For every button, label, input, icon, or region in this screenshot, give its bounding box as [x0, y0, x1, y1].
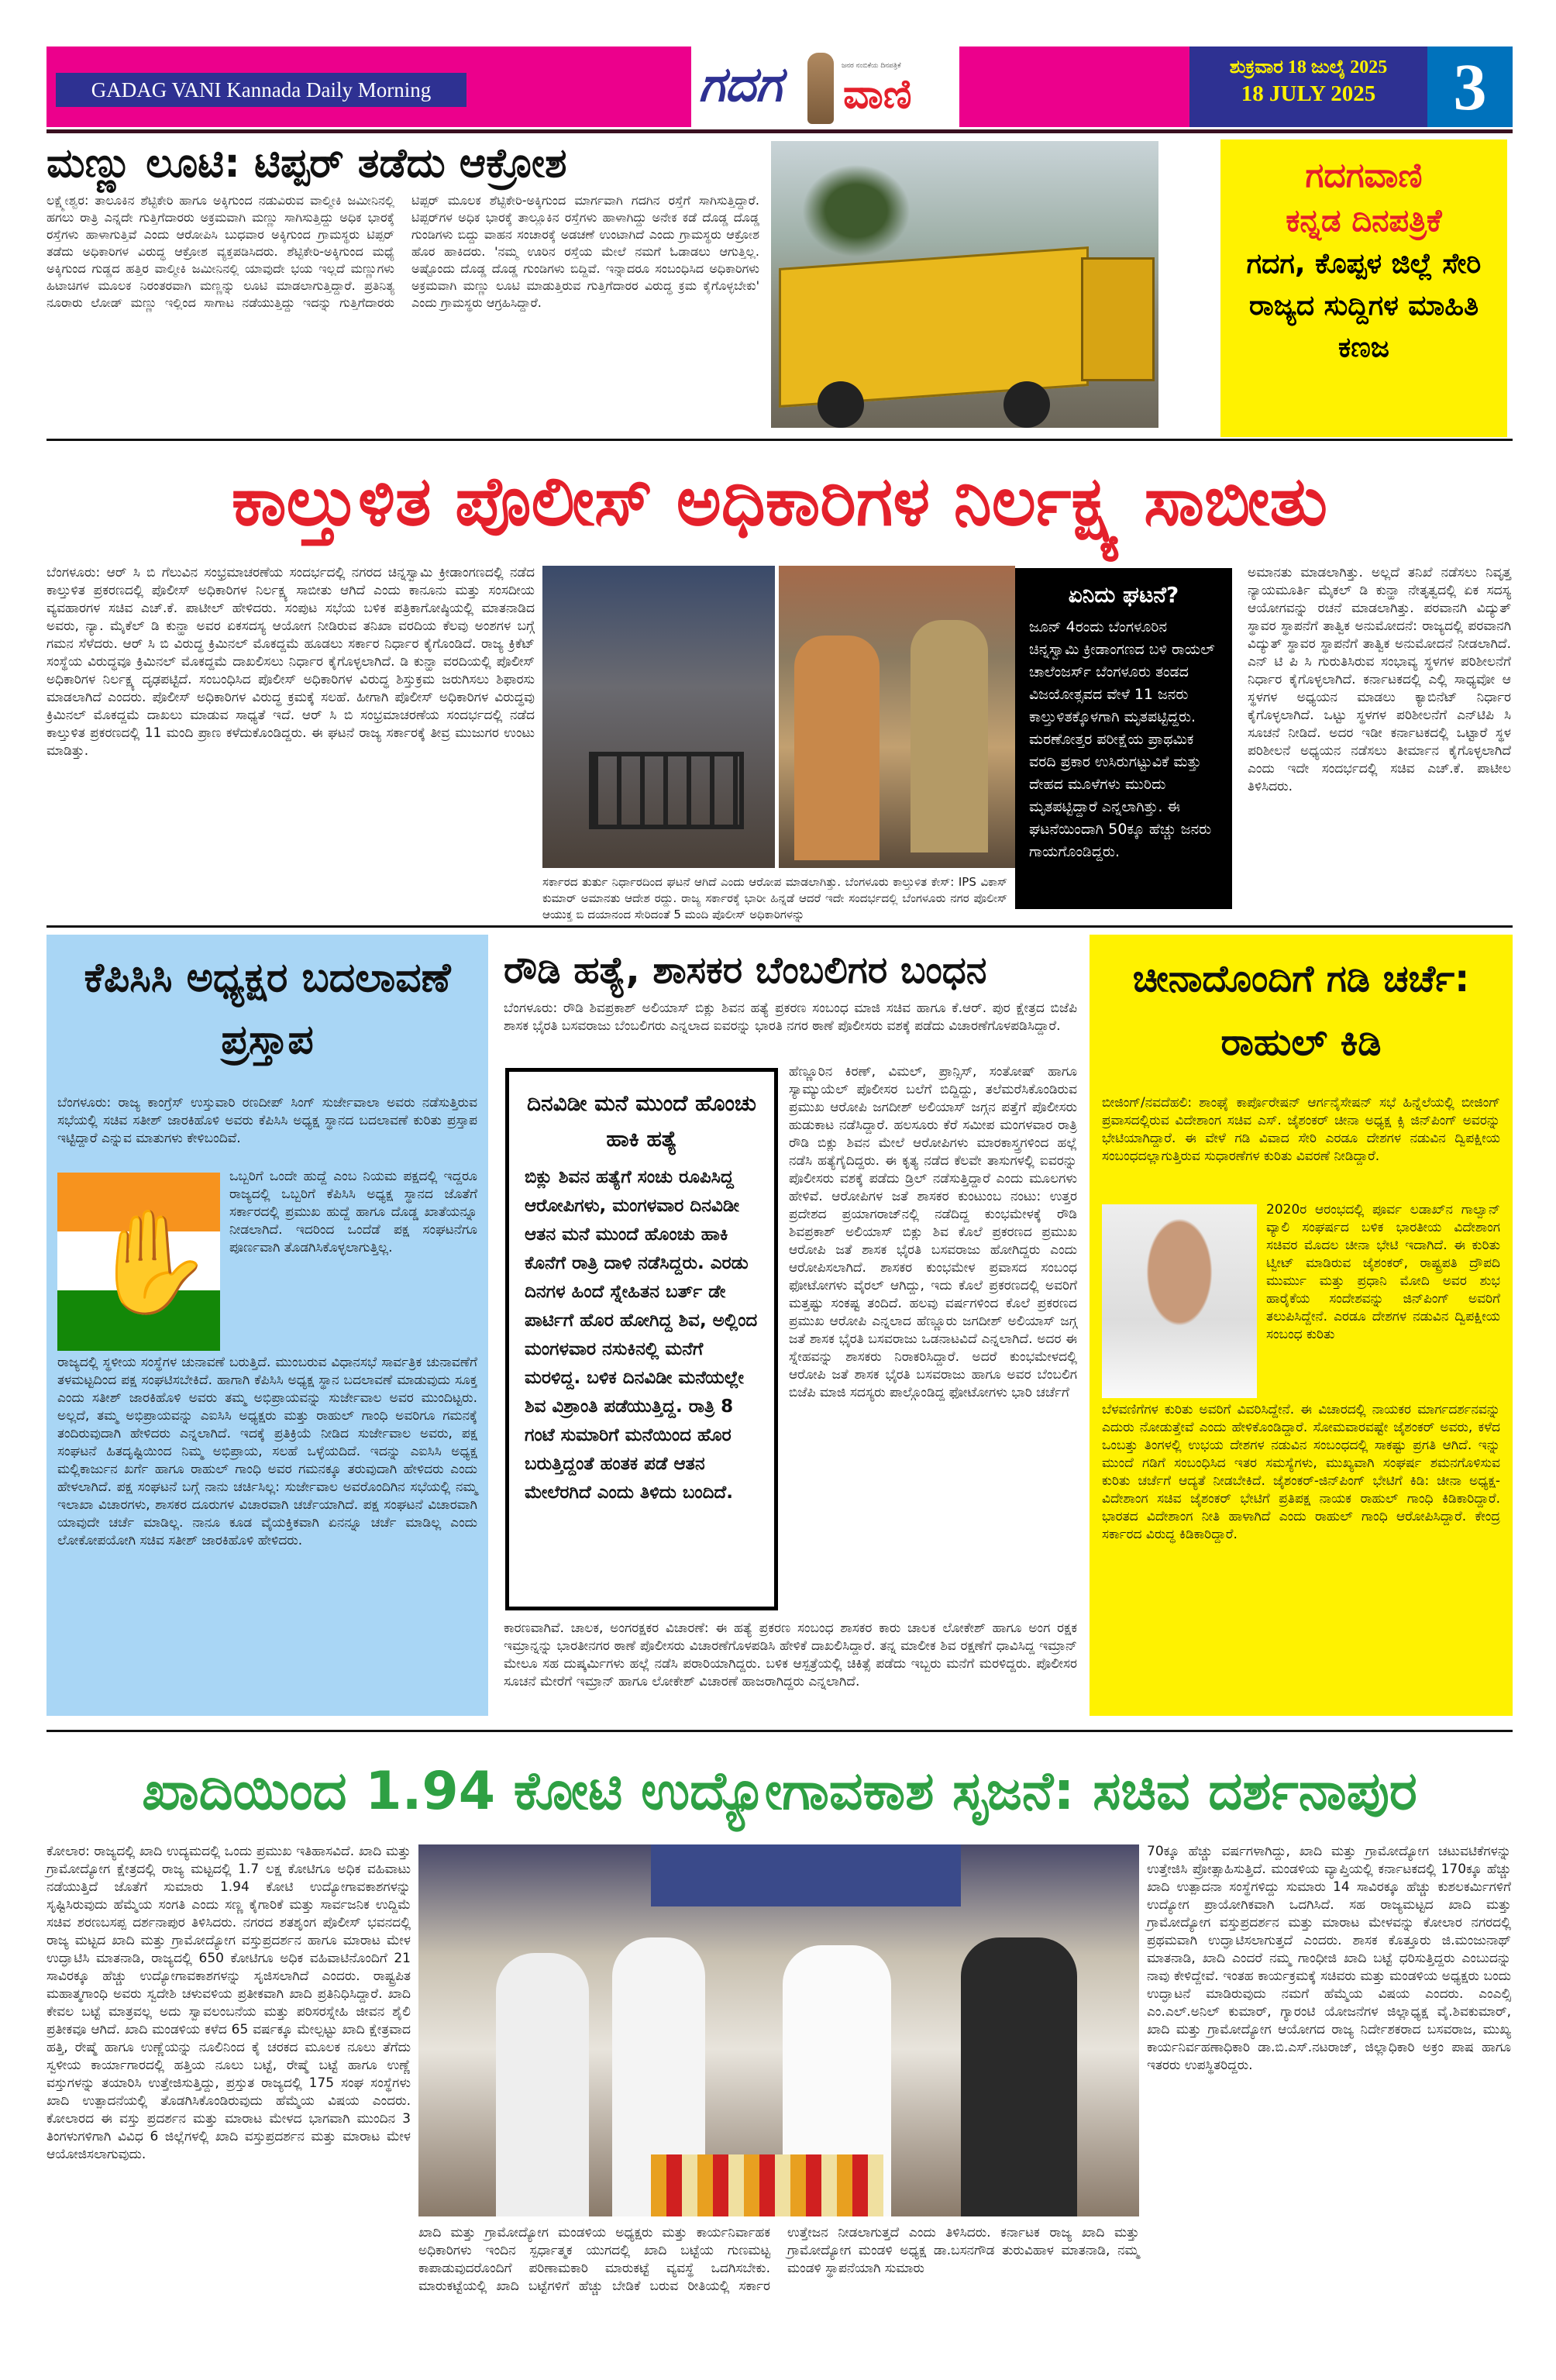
kpcc-headline: ಕೆಪಿಸಿಸಿ ಅಧ್ಯಕ್ಷರ ಬದಲಾವಣೆ ಪ್ರಸ್ತಾಪ: [84, 955, 451, 1063]
lead-headline: ಕಾಲ್ತುಳಿತ ಪೊಲೀಸ್ ಅಧಿಕಾರಿಗಳ ನಿರ್ಲಕ್ಷ್ಯ ಸಾಬೀತು: [231, 461, 1328, 541]
masthead-pink-band-right: [959, 46, 1189, 127]
promo-box: [1220, 139, 1507, 437]
date-kannada: ಶುಕ್ರವಾರ 18 ಜುಲೈ 2025: [1229, 57, 1388, 77]
truck-wheel: [1003, 381, 1050, 428]
lead-body-right: ಅಮಾನತು ಮಾಡಲಾಗಿತ್ತು. ಅಲ್ಲದೆ ತನಿಖೆ ನಡೆಸಲು ನಿವೃತ್ತ ನ್ಯಾಯಮೂರ್ತಿ ಮೈಕಲ್ ಡಿ ಕುನ್ಹಾ ನೇತೃತ್ವದಲ್ಲಿ ಏಕ ಸದಸ್ಯ ಆಯೋಗವನ್ನು ರಚನೆ ಮಾಡಲಾಗಿತ್ತು. ಪರವಾನಗಿ ವಿದ್ಯುತ್ ಸ್ಥಾವರ ಸ್ಥಾಪನೆಗೆ ತಾತ್ವಿಕ ಅನುಮೋದನೆ: ರಾಜ್ಯದಲ್ಲಿ ಪರವಾನಗಿ ವಿದ್ಯುತ್ ಸ್ಥಾವರ ಸ್ಥಾಪನೆಗೆ ತಾತ್ವಿಕ ಅನುಮೋದನೆ ನೀಡಲಾಗಿದೆ. ಎನ್ ಟಿ ಪಿ ಸಿ ಗುರುತಿಸಿರುವ ಸಂಭಾವ್ಯ ಸ್ಥಳಗಳ ಪರಿಶೀಲನೆಗೆ ನಿರ್ಧಾರ ಕೈಗೊಳ್ಳಲಾಗಿದೆ. ಕರ್ನಾಟಕದಲ್ಲಿ ಎಲ್ಲಿ ಸಾಧ್ಯವೋ ಆ ಸ್ಥಳಗಳ ಅಧ್ಯಯನ ಮಾಡಲು ಕ್ಯಾಬಿನೆಟ್ ನಿರ್ಧಾರ ಕೈಗೊಳ್ಳಲಾಗಿದೆ. ಒಟ್ಟು ಸ್ಥಳಗಳ ಪರಿಶೀಲನೆಗೆ ಎನ್‌ಟಿಪಿ ಸಿ ಸೂಚನೆ ನೀಡಿದೆ. ಅದರ ಇಡೀ ಕರ್ನಾಟಕದಲ್ಲಿ ಒಟ್ಟಾರೆ ಸ್ಥಳ ಪರಿಶೀಲನೆ ಅಧ್ಯಯನ ನಡೆಸಲು ತೀರ್ಮಾನ ಕೈಗೊಳ್ಳಲಾಗಿದೆ ಎಂದು ಇದೇ ಸಂದರ್ಭದಲ್ಲಿ ಸಚಿವ ಎಚ್.ಕೆ. ಪಾಟೀಲ ತಿಳಿಸಿದರು.: [1248, 565, 1511, 794]
section-rule: [46, 1730, 1513, 1732]
kpcc-body-top: ಬೆಂಗಳೂರು: ರಾಜ್ಯ ಕಾಂಗ್ರೆಸ್ ಉಸ್ತುವಾರಿ ರಣದೀಪ್ ಸಿಂಗ್ ಸುರ್ಜೇವಾಲಾ ಅವರು ನಡೆಸುತ್ತಿರುವ ಸಭೆಯಲ್ಲಿ ಸಚಿವ ಸತೀಶ್ ಜಾರಕಿಹೊಳಿ ಅವರು ಕೆಪಿಸಿಸಿ ಅಧ್ಯಕ್ಷ ಸ್ಥಾನದ ಬದಲಾವಣೆ ಕುರಿತು ಪ್ರಸ್ತಾಪ ಇಟ್ಟಿದ್ದಾರೆ ಎನ್ನುವ ಮಾತುಗಳು ಕೇಳಿಬಂದಿವೆ.: [57, 1095, 477, 1146]
section-rule: [46, 439, 1513, 441]
promo-line-1: ಗದಗವಾಣಿ: [1305, 156, 1423, 195]
lead-stampede-shoes-photo: [542, 566, 775, 868]
what-happened-title: ಏನಿದು ಘಟನೆ?: [1068, 582, 1179, 608]
china-headline: ಚೀನಾದೊಂದಿಗೆ ಗಡಿ ಚರ್ಚೆ: ರಾಹುಲ್ ಕಿಡಿ: [1132, 957, 1470, 1064]
flower-decoration: [651, 2154, 883, 2216]
palm-trees: [802, 164, 911, 257]
khadi-body-right: 70ಕ್ಕೂ ಹೆಚ್ಚು ವರ್ಷಗಳಾಗಿದ್ದು, ಖಾದಿ ಮತ್ತು ಗ್ರಾಮೋದ್ಯೋಗ ಚಟುವಟಿಕೆಗಳನ್ನು ಉತ್ತೇಜಿಸಿ ಪ್ರೋತ್ಸಾಹಿಸುತ್ತಿದೆ. ಮಂಡಳಿಯ ವ್ಯಾಪ್ತಿಯಲ್ಲಿ ಕರ್ನಾಟಕದಲ್ಲಿ 170ಕ್ಕೂ ಹೆಚ್ಚು ಖಾದಿ ಉತ್ಪಾದನಾ ಸಂಸ್ಥೆಗಳಿದ್ದು ಸುಮಾರು 14 ಸಾವಿರಕ್ಕೂ ಹೆಚ್ಚು ಕುಶಲಕರ್ಮಿಗಳಿಗೆ ಉದ್ಯೋಗ ಪ್ರಾಯೋಗಿಕವಾಗಿ ಒದಗಿಸಿದೆ. ಸಹ ರಾಜ್ಯಮಟ್ಟದ ಖಾದಿ ಮತ್ತು ಗ್ರಾಮೋದ್ಯೋಗ ವಸ್ತುಪ್ರದರ್ಶನ ಮತ್ತು ಮಾರಾಟ ಮೇಳವನ್ನು ಕೋಲಾರ ನಗರದಲ್ಲಿ ಪ್ರಥಮವಾಗಿ ಉದ್ಘಾಟಿಸಲಾಗುತ್ತದೆ ಎಂದರು. ಶಾಸಕ ಕೊತ್ತೂರು ಜಿ.ಮಂಜುನಾಥ್ ಮಾತನಾಡಿ, ಖಾದಿ ಎಂದರೆ ನಮ್ಮ ಗಾಂಧೀಜಿ ಖಾದಿ ಬಟ್ಟೆ ಧರಿಸುತ್ತಿದ್ದರು ಎಂಬುದನ್ನು ನಾವು ಕೇಳಿದ್ದೇವೆ. ಇಂತಹ ಕಾರ್ಯಕ್ರಮಕ್ಕೆ ಸಚಿವರು ಮತ್ತು ಮಂಡಳಿಯ ಅಧ್ಯಕ್ಷರು ಬಂದು ಉದ್ಘಾಟನೆ ಮಾಡಿರುವುದು ನಮಗೆ ಹೆಮ್ಮೆಯ ವಿಷಯ ಎಂದರು. ಎಂಎಲ್ಸಿ ಎಂ.ಎಲ್.ಅನಿಲ್ ಕುಮಾರ್, ಗ್ಯಾರಂಟಿ ಯೋಜನೆಗಳ ಜಿಲ್ಲಾಧ್ಯಕ್ಷ ವೈ.ಶಿವಕುಮಾರ್, ಖಾದಿ ಮತ್ತು ಗ್ರಾಮೋದ್ಯೋಗ ಆಯೋಗದ ರಾಜ್ಯ ನಿರ್ದೇಶಕರಾದ ಬಸವರಾಜ, ಮುಖ್ಯ ಕಾರ್ಯನಿರ್ವಹಣಾಧಿಕಾರಿ ಡಾ.ಬಿ.ಎಸ್.ನಟರಾಜ್, ಜಿಲ್ಲಾಧಿಕಾರಿ ಅಕ್ರಂ ಪಾಷ ಹಾಗೂ ಇತರರು ಉಪಸ್ಥಿತರಿದ್ದರು.: [1147, 1844, 1511, 2073]
what-happened-body: ಜೂನ್ 4ರಂದು ಬೆಂಗಳೂರಿನ ಚಿನ್ನಸ್ವಾಮಿ ಕ್ರೀಡಾಂಗಣದ ಬಳಿ ರಾಯಲ್ ಚಾಲೆಂಜರ್ಸ್ ಬೆಂಗಳೂರು ತಂಡದ ವಿಜಯೋತ್ಸವದ ವೇಳೆ 11 ಜನರು ಕಾಲ್ತುಳಿತಕ್ಕೊಳಗಾಗಿ ಮೃತಪಟ್ಟಿದ್ದರು. ಮರಣೋತ್ತರ ಪರೀಕ್ಷೆಯ ಪ್ರಾಥಮಿಕ ವರದಿ ಪ್ರಕಾರ ಉಸಿರುಗಟ್ಟುವಿಕೆ ಮತ್ತು ದೇಹದ ಮೂಳೆಗಳು ಮುರಿದು ಮೃತಪಟ್ಟಿದ್ದಾರೆ ಎನ್ನಲಾಗಿತ್ತು. ಈ ಘಟನೆಯಿಂದಾಗಿ 50ಕ್ಕೂ ಹೆಚ್ಚು ಜನರು ಗಾಯಗೊಂಡಿದ್ದರು.: [1029, 618, 1215, 860]
rowdy-sidebar-box: [505, 1068, 778, 1610]
kpcc-body-bottom: ರಾಜ್ಯದಲ್ಲಿ ಸ್ಥಳೀಯ ಸಂಸ್ಥೆಗಳ ಚುನಾವಣೆ ಬರುತ್ತಿದೆ. ಮುಂಬರುವ ವಿಧಾನಸಭೆ ಸಾರ್ವತ್ರಿಕ ಚುನಾವಣೆಗೆ ತಳಮಟ್ಟದಿಂದ ಪಕ್ಷ ಸಂಘಟಿಸಬೇಕಿದೆ. ಹಾಗಾಗಿ ಕೆಪಿಸಿಸಿ ಅಧ್ಯಕ್ಷ ಸ್ಥಾನ ಬದಲಾವಣೆ ಮಾಡುವುದು ಸೂಕ್ತ ಎಂದು ಸತೀಶ್ ಜಾರಕಿಹೊಳಿ ಅವರು ತಮ್ಮ ಅಭಿಪ್ರಾಯವನ್ನು ಸುರ್ಜೇವಾಲ ಅವರ ಮುಂದಿಟ್ಟರು. ಅಲ್ಲದೆ, ತಮ್ಮ ಅಭಿಪ್ರಾಯವನ್ನು ಎಐಸಿಸಿ ಅಧ್ಯಕ್ಷರು ಮತ್ತು ರಾಹುಲ್ ಗಾಂಧಿ ಅವರಿಗೂ ಗಮನಕ್ಕೆ ತಂದಿರುವುದಾಗಿ ಹೇಳಿದರು ಎನ್ನಲಾಗಿದೆ. ಇದಕ್ಕೆ ಪ್ರತಿಕ್ರಿಯೆ ನೀಡಿದ ಸುರ್ಜೇವಾಲ ಅವರು, ಪಕ್ಷ ಸಂಘಟನೆ ಹಿತದೃಷ್ಟಿಯಿಂದ ನಿಮ್ಮ ಅಭಿಪ್ರಾಯ, ಸಲಹೆ ಒಳ್ಳೆಯದಿದೆ. ಇದನ್ನು ಎಐಸಿಸಿ ಅಧ್ಯಕ್ಷ ಮಲ್ಲಿಕಾರ್ಜುನ ಖರ್ಗೆ ಹಾಗೂ ರಾಹುಲ್ ಗಾಂಧಿ ಅವರ ಗಮನಕ್ಕೂ ತರುವುದಾಗಿ ಹೇಳಿದರು ಎಂದು ಹೇಳಲಾಗಿದೆ. ಪಕ್ಷ ಸಂಘಟನೆ ಬಗ್ಗೆ ನಾನು ಚರ್ಚಿಸಿಲ್ಲ: ಸುರ್ಜೇವಾಲ ಅವರೊಂದಿಗಿನ ಸಭೆಯಲ್ಲಿ ನಮ್ಮ ಇಲಾಖಾ ವಿಚಾರಗಳು, ಶಾಸಕರ ದೂರುಗಳ ವಿಚಾರವಾಗಿ ಚರ್ಚೆಯಾಗಿದೆ. ಪಕ್ಷ ಸಂಘಟನೆ ವಿಚಾರವಾಗಿ ಯಾವುದೇ ಚರ್ಚೆ ಮಾಡಿಲ್ಲ. ನಾನೂ ಕೂಡ ವೈಯಕ್ತಿಕವಾಗಿ ಏನನ್ನೂ ಚರ್ಚೆ ಮಾಡಿಲ್ಲ ಎಂದು ಲೋಕೋಪಯೋಗಿ ಸಚಿವ ಸತೀಶ್ ಜಾರಕಿಹೊಳಿ ಹೇಳಿದರು.: [57, 1355, 477, 1548]
rowdy-headline: ರೌಡಿ ಹತ್ಯೆ, ಶಾಸಕರ ಬೆಂಬಲಿಗರ ಬಂಧನ: [504, 949, 987, 992]
china-body-top: ಬೀಜಿಂಗ್/ನವದೆಹಲಿ: ಶಾಂಘೈ ಕಾರ್ಪೊರೇಷನ್ ಆರ್ಗನೈಸೇಷನ್ ಸಭೆ ಹಿನ್ನೆಲೆಯಲ್ಲಿ ಬೀಜಿಂಗ್ ಪ್ರವಾಸದಲ್ಲಿರುವ ವಿದೇಶಾಂಗ ಸಚಿವ ಎಸ್. ಜೈಶಂಕರ್ ಚೀನಾ ಅಧ್ಯಕ್ಷ ಕ್ಸಿ ಜಿನ್‌ಪಿಂಗ್ ಅವರನ್ನು ಭೇಟಿಯಾಗಿದ್ದಾರೆ. ಈ ವೇಳೆ ಗಡಿ ವಿವಾದ ಸೇರಿ ಎರಡೂ ದೇಶಗಳ ನಡುವಿನ ದ್ವಿಪಕ್ಷೀಯ ಸಂಬಂಧದಲ್ಲಾಗುತ್ತಿರುವ ಸುಧಾರಣೆಗಳ ಕುರಿತು ವಿವರಣೆ ನೀಡಿದ್ದಾರೆ.: [1102, 1095, 1500, 1164]
logo-text-right: ವಾಣಿ: [843, 71, 912, 118]
rowdy-body-bottom: ಕಾರಣವಾಗಿವೆ. ಚಾಲಕ, ಅಂಗರಕ್ಷಕರ ವಿಚಾರಣೆ: ಈ ಹತ್ಯೆ ಪ್ರಕರಣ ಸಂಬಂಧ ಶಾಸಕರ ಕಾರು ಚಾಲಕ ಲೋಕೇಶ್ ಹಾಗೂ ಅಂಗ ರಕ್ಷಕ ಇಮ್ರಾನ್ನನ್ನು ಭಾರತೀನಗರ ಠಾಣೆ ಪೊಲೀಸರು ವಿಚಾರಣೆಗೊಳಪಡಿಸಿ ಹೇಳಿಕೆ ದಾಖಲಿಸಿದ್ದಾರೆ. ತನ್ನ ಮಾಲೀಕ ಶಿವ ರಕ್ಷಣೆಗೆ ಧಾವಿಸಿದ್ದ ಇಮ್ರಾನ್ ಮೇಲೂ ಸಹ ದುಷ್ಕರ್ಮಿಗಳು ಹಲ್ಲೆ ನಡೆಸಿ ಪರಾರಿಯಾಗಿದ್ದರು. ಬಳಿಕ ಆಸ್ಪತ್ರೆಯಲ್ಲಿ ಚಿಕಿತ್ಸೆ ಪಡೆದು ಇಬ್ಬರು ಮನೆಗೆ ಮರಳಿದ್ದರು. ಪೊಲೀಸರ ಸೂಚನೆ ಮೇರೆಗೆ ಇಮ್ರಾನ್ ಹಾಗೂ ಲೋಕೇಶ್ ವಿಚಾರಣೆ ಹಾಜರಾಗಿದ್ದರು ಎನ್ನಲಾಗಿದೆ.: [504, 1621, 1077, 1689]
police-officer: [911, 620, 988, 852]
section-rule: [46, 925, 1513, 928]
rahul-gandhi-photo: [1102, 1204, 1257, 1398]
hand-icon: ✋: [88, 1203, 214, 1321]
article1-tipper-truck-photo: [771, 141, 1158, 428]
lead-police-rescue-photo: [779, 566, 1015, 868]
masthead: [46, 46, 1513, 127]
lead-body-left: ಬೆಂಗಳೂರು: ಆರ್ ಸಿ ಬಿ ಗೆಲುವಿನ ಸಂಭ್ರಮಾಚರಣೆಯ ಸಂದರ್ಭದಲ್ಲಿ ನಗರದ ಚಿನ್ನಸ್ವಾಮಿ ಕ್ರೀಡಾಂಗಣದಲ್ಲಿ ನಡೆದ ಕಾಲ್ತುಳಿತ ಪ್ರಕರಣದಲ್ಲಿ ಪೊಲೀಸ್ ಅಧಿಕಾರಿಗಳ ನಿರ್ಲಕ್ಷ್ಯ ಸಾಬೀತು ಆಗಿದೆ ಎಂದು ಕಾನೂನು ಮತ್ತು ಸಂಸದೀಯ ವ್ಯವಹಾರಗಳ ಸಚಿವ ಎಚ್.ಕೆ. ಪಾಟೀಲ್ ಹೇಳಿದರು. ಸಂಪುಟ ಸಭೆಯ ಬಳಿಕ ಪತ್ರಿಕಾಗೋಷ್ಠಿಯಲ್ಲಿ ಮಾತನಾಡಿದ ಅವರು, ನ್ಯಾ. ಮೈಕೆಲ್ ಡಿ ಕುನ್ಹಾ ಅವರ ಏಕಸದಸ್ಯ ಆಯೋಗ ನೀಡಿರುವ ತನಿಖಾ ವರದಿಯ ಕೆಲವು ಅಂಶಗಳ ಬಗ್ಗೆ ಗಮನ ಸೆಳೆದರು. ಆರ್ ಸಿ ಬಿ ವಿರುದ್ಧ ಕ್ರಿಮಿನಲ್ ಮೊಕದ್ದಮೆ ಹೂಡಲು ಸರ್ಕಾರ ನಿರ್ಧಾರ ಕೈಗೊಂಡಿದೆ. ರಾಜ್ಯ ಕ್ರಿಕೆಟ್ ಸಂಸ್ಥೆಯ ವಿರುದ್ಧವೂ ಕ್ರಿಮಿನಲ್ ಮೊಕದ್ದಮೆ ದಾಖಲಿಸಲು ನಿರ್ಧಾರ ಕೈಗೊಳ್ಳಲಾಗಿದೆ. ಡಿ ಕುನ್ಹಾ ವರದಿಯಲ್ಲಿ ಪೊಲೀಸ್ ಅಧಿಕಾರಿಗಳ ನಿರ್ಲಕ್ಷ್ಯ ದೃಢಪಟ್ಟಿದೆ. ಸಂಬಂಧಿಸಿದ ಪೊಲೀಸ್ ಅಧಿಕಾರಿಗಳ ವಿರುದ್ಧ ಶಿಸ್ತುಕ್ರಮ ಜರುಗಿಸಲು ಶಿಫಾರಸು ಮಾಡಲಾಗಿದೆ ಎಂದರು. ಪೊಲೀಸ್ ಅಧಿಕಾರಿಗಳ ವಿರುದ್ಧ ಕ್ರಮಕ್ಕೆ ಸಲಹೆ. ಹೀಗಾಗಿ ಪೊಲೀಸ್ ಅಧಿಕಾರಿಗಳ ವಿರುದ್ಧವು ಕ್ರಿಮಿನಲ್ ಮೊಕದ್ದಮೆ ದಾಖಲು ಮಾಡುವ ಸಾಧ್ಯತೆ ಇದೆ. ಆರ್ ಸಿ ಬಿ ಸಂಭ್ರಮಾಚರಣೆಯ ಸಂದರ್ಭದಲ್ಲಿ ನಡೆದ ಕಾಲ್ತುಳಿತ ಪ್ರಕರಣದಲ್ಲಿ 11 ಮಂದಿ ಪ್ರಾಣ ಕಳೆದುಕೊಂಡಿದ್ದರು. ಈ ಘಟನೆ ರಾಜ್ಯ ಸರ್ಕಾರಕ್ಕೆ ತೀವ್ರ ಮುಜುಗರ ಉಂಟು ಮಾಡಿತ್ತು.: [46, 565, 535, 759]
masthead-rule: [46, 129, 1513, 133]
congress-logo: [57, 1173, 220, 1351]
china-body-bottom: ಬೆಳವಣಿಗೆಗಳ ಕುರಿತು ಅವರಿಗೆ ವಿವರಿಸಿದ್ದೇನೆ. ಈ ವಿಚಾರದಲ್ಲಿ ನಾಯಕರ ಮಾರ್ಗದರ್ಶನವನ್ನು ಎದುರು ನೋಡುತ್ತೇವೆ ಎಂದು ಹೇಳಿಕೊಂಡಿದ್ದಾರೆ. ಸೋಮವಾರವಷ್ಟೇ ಜೈಶಂಕರ್ ಅವರು, ಕಳೆದ ಒಂಬತ್ತು ತಿಂಗಳಲ್ಲಿ ಉಭಯ ದೇಶಗಳ ನಡುವಿನ ಸಂಬಂಧದಲ್ಲಿ ಸಾಕಷ್ಟು ಪ್ರಗತಿ ಆಗಿದೆ. ಇನ್ನು ಮುಂದೆ ಗಡಿಗೆ ಸಂಬಂಧಿಸಿದ ಇತರ ಸಮಸ್ಯೆಗಳು, ಮುಖ್ಯವಾಗಿ ಸಂಘರ್ಷ ಶಮನಗೊಳಿಸುವ ಕುರಿತು ಚರ್ಚೆಗೆ ಆದ್ಯತೆ ನೀಡಬೇಕಿದೆ. ಜೈಶಂಕರ್-ಜಿನ್‌ಪಿಂಗ್ ಭೇಟಿಗೆ ಕಿಡಿ: ಚೀನಾ ಅಧ್ಯಕ್ಷ-ವಿದೇಶಾಂಗ ಸಚಿವ ಜೈಶಂಕರ್ ಭೇಟಿಗೆ ಪ್ರತಿಪಕ್ಷ ನಾಯಕ ರಾಹುಲ್ ಗಾಂಧಿ ಕಿಡಿಕಾರಿದ್ದಾರೆ. ಭಾರತದ ವಿದೇಶಾಂಗ ನೀತಿ ಹಾಳಾಗಿದೆ ಎಂದು ರಾಹುಲ್ ಗಾಂಧಿ ಆರೋಪಿಸಿದ್ದಾರೆ. ಕೇಂದ್ರ ಸರ್ಕಾರದ ವಿರುದ್ಧ ಕಿಡಿಕಾರಿದ್ದಾರೆ.: [1102, 1402, 1500, 1542]
truck-body: [779, 246, 1089, 408]
promo-line-3: ಗದಗ, ಕೊಪ್ಪಳ ಜಿಲ್ಲೆ ಸೇರಿ ರಾಜ್ಯದ ಸುದ್ದಿಗಳ ಮಾಹಿತಿ ಕಣಜ: [1246, 248, 1482, 363]
page-number: 3: [1427, 46, 1513, 127]
promo-line-2: ಕನ್ನಡ ದಿನಪತ್ರಿಕೆ: [1286, 203, 1442, 239]
truck-cab: [1081, 257, 1155, 381]
china-box: [1090, 935, 1513, 1716]
kpcc-body-side: ಒಬ್ಬರಿಗೆ ಒಂದೇ ಹುದ್ದೆ ಎಂಬ ನಿಯಮ ಪಕ್ಷದಲ್ಲಿ ಇದ್ದರೂ ರಾಜ್ಯದಲ್ಲಿ ಒಬ್ಬರಿಗೆ ಕೆಪಿಸಿಸಿ ಅಧ್ಯಕ್ಷ ಸ್ಥಾನದ ಜೊತೆಗೆ ಸರ್ಕಾರದಲ್ಲಿ ಪ್ರಮುಖ ಹುದ್ದೆ ಹಾಗೂ ದೊಡ್ಡ ಖಾತೆಯನ್ನೂ ನೀಡಲಾಗಿದೆ. ಇದರಿಂದ ಒಂದೆಡೆ ಪಕ್ಷ ಸಂಘಟನೆಗೂ ಪೂರ್ಣವಾಗಿ ತೊಡಗಿಸಿಕೊಳ್ಳಲಾಗುತ್ತಿಲ್ಲ.: [229, 1169, 477, 1255]
edition-label: GADAG VANI Kannada Daily Morning: [56, 73, 466, 107]
dignitary: [961, 1937, 1077, 2216]
what-happened-box: [1015, 568, 1232, 909]
rowdy-lede: ಬೆಂಗಳೂರು: ರೌಡಿ ಶಿವಪ್ರಕಾಶ್ ಅಲಿಯಾಸ್ ಬಿಕ್ಲು ಶಿವನ ಹತ್ಯೆ ಪ್ರಕರಣ ಸಂಬಂಧ ಮಾಜಿ ಸಚಿವ ಹಾಗೂ ಕೆ.ಆರ್. ಪುರ ಕ್ಷೇತ್ರದ ಬಿಜೆಪಿ ಶಾಸಕ ಭೈರತಿ ಬಸವರಾಜು ಬೆಂಬಲಿಗರು ಎನ್ನಲಾದ ಐವರನ್ನು ಭಾರತಿ ನಗರ ಠಾಣೆ ಪೊಲೀಸರು ವಶಕ್ಕೆ ಪಡೆದು ವಿಚಾರಣೆಗೊಳಪಡಿಸಿದ್ದಾರೆ.: [504, 1001, 1077, 1034]
khadi-headline: ಖಾದಿಯಿಂದ 1.94 ಕೋಟಿ ಉದ್ಯೋಗಾವಕಾಶ ಸೃಜನೆ: ಸಚಿವ ದರ್ಶನಾಪುರ: [142, 1761, 1417, 1822]
khadi-inauguration-photo: [418, 1844, 1139, 2216]
logo-text-left: ಗದಗ: [699, 56, 783, 112]
kpcc-box: [46, 935, 488, 1716]
lead-body-under-photo: ಸರ್ಕಾರದ ತುರ್ತು ನಿರ್ಧಾರದಿಂದ ಘಟನೆ ಆಗಿದೆ ಎಂದು ಆರೋಪ ಮಾಡಲಾಗಿತ್ತು. ಬೆಂಗಳೂರು ಕಾಲ್ತುಳಿತ ಕೇಸ್: IPS ವಿಕಾಸ್ ಕುಮಾರ್ ಅಮಾನತು ಆದೇಶ ರದ್ದು. ರಾಜ್ಯ ಸರ್ಕಾರಕ್ಕೆ ಭಾರೀ ಹಿನ್ನಡೆ ಆದರೆ ಇದೇ ಸಂದರ್ಭದಲ್ಲಿ ಬೆಂಗಳೂರು ನಗರ ಪೊಲೀಸ್ ಆಯುಕ್ತ ಬಿ ದಯಾನಂದ ಸೇರಿದಂತೆ 5 ಮಂದಿ ಪೊಲೀಸ್ ಅಧಿಕಾರಿಗಳನ್ನು: [542, 875, 1007, 921]
rowdy-sidebar-body: ಬಿಕ್ಲು ಶಿವನ ಹತ್ಯೆಗೆ ಸಂಚು ರೂಪಿಸಿದ್ದ ಆರೋಪಿಗಳು, ಮಂಗಳವಾರ ದಿನವಿಡೀ ಆತನ ಮನೆ ಮುಂದೆ ಹೊಂಚು ಹಾಕಿ ಕೊನೆಗೆ ರಾತ್ರಿ ದಾಳಿ ನಡೆಸಿದ್ದರು. ಎರಡು ದಿನಗಳ ಹಿಂದೆ ಸ್ನೇಹಿತನ ಬರ್ತ್ ಡೇ ಪಾರ್ಟಿಗೆ ಹೊರ ಹೋಗಿದ್ದ ಶಿವ, ಅಲ್ಲಿಂದ ಮಂಗಳವಾರ ನಸುಕಿನಲ್ಲಿ ಮನೆಗೆ ಮರಳಿದ್ದ. ಬಳಿಕ ದಿನವಿಡೀ ಮನೆಯಲ್ಲೇ ಶಿವ ವಿಶ್ರಾಂತಿ ಪಡೆಯುತ್ತಿದ್ದ. ರಾತ್ರಿ 8 ಗಂಟೆ ಸುಮಾರಿಗೆ ಮನೆಯಿಂದ ಹೊರ ಬರುತ್ತಿದ್ದಂತೆ ಹಂತಕ ಪಡೆ ಆತನ ಮೇಲೆರಗಿದೆ ಎಂದು ತಿಳಿದು ಬಂದಿದೆ.: [525, 1167, 758, 1503]
article1-body: ಲಕ್ಷ್ಮೇಶ್ವರ: ತಾಲೂಕಿನ ಶೆಟ್ಟಿಕೇರಿ ಹಾಗೂ ಅಕ್ಕಿಗುಂದ ನಡುವಿರುವ ವಾಲ್ಮೀಕಿ ಜಮೀನಿನಲ್ಲಿ ಹಗಲು ರಾತ್ರಿ ಎನ್ನದೇ ಗುತ್ತಿಗೆದಾರರು ಅಕ್ರಮವಾಗಿ ಮಣ್ಣು ಸಾಗಿಸುತ್ತಿದ್ದು ಅಧಿಕ ಭಾರಕ್ಕೆ ರಸ್ತೆಗಳು ಹಾಳಾಗುತ್ತಿವೆ ಎಂದು ಆರೋಪಿಸಿ ಬುಧವಾರ ಅಕ್ಕಿಗುಂದ ಗ್ರಾಮಸ್ಥರು ಟಿಪ್ಪರ್ ತಡೆದು ಅಧಿಕಾರಿಗಳ ವಿರುದ್ಧ ಆಕ್ರೋಶ ವ್ಯಕ್ತಪಡಿಸಿದರು. ಶೆಟ್ಟಿಕೇರಿ-ಅಕ್ಕಿಗುಂದ ಮಧ್ಯೆ ಅಕ್ಕಿಗುಂದ ಗುಡ್ಡದ ಹತ್ತಿರ ವಾಲ್ಮೀಕಿ ಜಮೀನಿನಲ್ಲಿ ಯಾವುದೇ ಭಯ ಇಲ್ಲದೆ ಮಣ್ಣುಗಳು ಹಿಟಾಚಿಗಳ ಮೂಲಕ ನಿರಂತರವಾಗಿ ಮಣ್ಣನ್ನು ಲೂಟಿ ಮಾಡಲಾಗುತ್ತಿದ್ದಾರೆ. ಪ್ರತಿನಿತ್ಯ ನೂರಾರು ಲೋಡ್ ಮಣ್ಣು ಇಲ್ಲಿಂದ ಸಾಗಾಟ ನಡೆಯುತ್ತಿದ್ದು ಇದನ್ನು ಗುತ್ತಿಗೆದಾರರು ಟಿಪ್ಪರ್ ಮೂಲಕ ಶೆಟ್ಟಿಕೇರಿ-ಅಕ್ಕಿಗುಂದ ಮಾರ್ಗವಾಗಿ ಗದಗಿನ ರಸ್ತೆಗೆ ಸಾಗಿಸುತ್ತಿದ್ದಾರೆ. ಟಿಪ್ಪರ್‌ಗಳ ಅಧಿಕ ಭಾರಕ್ಕೆ ತಾಲ್ಲೂಕಿನ ರಸ್ತೆಗಳು ಹಾಳಾಗಿದ್ದು ಅನೇಕ ಕಡೆ ದೊಡ್ಡ ದೊಡ್ಡ ಗುಂಡಿಗಳು ಬಿದ್ದು ವಾಹನ ಸಂಚಾರಕ್ಕೆ ಅಡಚಣೆ ಉಂಟಾಗಿದೆ ಎಂದು ಗ್ರಾಮಸ್ಥರು ಆಕ್ರೋಶ ಹೊರ ಹಾಕಿದರು. 'ನಮ್ಮ ಊರಿನ ರಸ್ತೆಯ ಮೇಲೆ ನಮಗೆ ಓಡಾಡಲು ಆಗುತ್ತಿಲ್ಲ. ಅಷ್ಟೊಂದು ದೊಡ್ಡ ದೊಡ್ಡ ಗುಂಡಿಗಳು ಬಿದ್ದಿವೆ. ಇನ್ನಾದರೂ ಸಂಬಂಧಿಸಿದ ಅಧಿಕಾರಿಗಳು ಅಕ್ರಮವಾಗಿ ಮಣ್ಣು ಲೂಟಿ ಮಾಡುತ್ತಿರುವ ಗುತ್ತಿಗೆದಾರರ ವಿರುದ್ಧ ಕ್ರಮ ಕೈಗೊಳ್ಳಬೇಕು' ಎಂದು ಗ್ರಾಮಸ್ಥರು ಆಗ್ರಹಿಸಿದ್ದಾರೆ.: [46, 193, 759, 310]
china-body-side: 2020ರ ಆರಂಭದಲ್ಲಿ ಪೂರ್ವ ಲಡಾಖ್‌ನ ಗಾಲ್ವಾನ್ ವ್ಯಾಲಿ ಸಂಘರ್ಷದ ಬಳಿಕ ಭಾರತೀಯ ವಿದೇಶಾಂಗ ಸಚಿವರ ಮೊದಲ ಚೀನಾ ಭೇಟಿ ಇದಾಗಿದೆ. ಈ ಕುರಿತು ಟ್ವೀಟ್ ಮಾಡಿರುವ ಜೈಶಂಕರ್, ರಾಷ್ಟ್ರಪತಿ ದ್ರೌಪದಿ ಮುರ್ಮು ಮತ್ತು ಪ್ರಧಾನಿ ಮೋದಿ ಅವರ ಶುಭ ಹಾರೈಕೆಯ ಸಂದೇಶವನ್ನು ಜಿನ್‌ಪಿಂಗ್ ಅವರಿಗೆ ತಲುಪಿಸಿದ್ದೇನೆ. ಎರಡೂ ದೇಶಗಳ ನಡುವಿನ ದ್ವಿಪಕ್ಷೀಯ ಸಂಬಂಧ ಕುರಿತು: [1266, 1202, 1500, 1342]
date-english: 18 JULY 2025: [1241, 81, 1376, 106]
banner: [651, 1844, 961, 1906]
person: [794, 635, 880, 860]
article1-headline: ಮಣ್ಣು ಲೂಟಿ: ಟಿಪ್ಪರ್ ತಡೆದು ಆಕ್ರೋಶ: [46, 140, 567, 187]
khadi-body-left: ಕೋಲಾರ: ರಾಜ್ಯದಲ್ಲಿ ಖಾದಿ ಉದ್ಯಮದಲ್ಲಿ ಒಂದು ಪ್ರಮುಖ ಇತಿಹಾಸವಿದೆ. ಖಾದಿ ಮತ್ತು ಗ್ರಾಮೋದ್ಯೋಗ ಕ್ಷೇತ್ರದಲ್ಲಿ ರಾಜ್ಯ ಮಟ್ಟದಲ್ಲಿ 1.7 ಲಕ್ಷ ಕೋಟಿಗೂ ಅಧಿಕ ವಹಿವಾಟು ನಡೆಯುತ್ತಿದೆ ಜೊತೆಗೆ ಸುಮಾರು 1.94 ಕೋಟಿ ಉದ್ಯೋಗಾವಕಾಶಗಳನ್ನು ಸೃಷ್ಟಿಸಿರುವುದು ಹೆಮ್ಮೆಯ ಸಂಗತಿ ಎಂದು ಸಣ್ಣ ಕೈಗಾರಿಕೆ ಮತ್ತು ಸಾರ್ವಜನಿಕ ಉದ್ದಿಮೆ ಸಚಿವ ಶರಣಬಸಪ್ಪ ದರ್ಶನಾಪುರ ತಿಳಿಸಿದರು. ನಗರದ ಶತಶೃಂಗ ಪೊಲೀಸ್ ಭವನದಲ್ಲಿ ರಾಜ್ಯ ಮಟ್ಟದ ಖಾದಿ ಮತ್ತು ಗ್ರಾಮೋದ್ಯೋಗ ವಸ್ತುಪ್ರದರ್ಶನ ಹಾಗೂ ಮಾರಾಟ ಮೇಳ ಉದ್ಘಾಟಿಸಿ ಮಾತನಾಡಿ, ರಾಜ್ಯದಲ್ಲಿ 650 ಕೋಟಿಗೂ ಅಧಿಕ ವಹಿವಾಟಿನೊಂದಿಗೆ 21 ಸಾವಿರಕ್ಕೂ ಹೆಚ್ಚು ಉದ್ಯೋಗಾವಕಾಶಗಳನ್ನು ಸೃಜಿಸಲಾಗಿದೆ ಎಂದರು. ರಾಷ್ಟ್ರಪಿತ ಮಹಾತ್ಮಗಾಂಧಿ ಅವರು ಸ್ವದೇಶಿ ಚಳುವಳಿಯ ಪ್ರತೀಕವಾಗಿ ಖಾದಿ ಪ್ರತಿನಿಧಿಸಿದ್ದಾರೆ. ಖಾದಿ ಕೇವಲ ಬಟ್ಟೆ ಮಾತ್ರವಲ್ಲ ಅದು ಸ್ವಾವಲಂಬನೆಯ ಮತ್ತು ಪರಿಸರಸ್ನೇಹಿ ಜೀವನ ಶೈಲಿ ಪ್ರತೀಕವೂ ಆಗಿದೆ. ಖಾದಿ ಮಂಡಳಿಯ ಕಳೆದ 65 ವರ್ಷಕ್ಕೂ ಮೇಲ್ಪಟ್ಟು ಖಾದಿ ಕ್ಷೇತ್ರವಾದ ಹತ್ತಿ, ರೇಷ್ಮೆ ಹಾಗೂ ಉಣ್ಣೆಯನ್ನು ನೂಲಿನಿಂದ ಕೈ ಚರಕದ ಮೂಲಕ ನೂಲು ತೆಗೆದು ಸ್ವಳೀಯ ಕಾರ್ಯಾಗಾರದಲ್ಲಿ ಹತ್ತಿಯ ನೂಲು ಬಟ್ಟೆ, ರೇಷ್ಮೆ ಬಟ್ಟೆ ಹಾಗೂ ಉಣ್ಣೆ ವಸ್ತುಗಳನ್ನು ತಯಾರಿಸಿ ಉತ್ತೇಜಿಸುತ್ತಿದ್ದು, ಪ್ರಸ್ತುತ ರಾಜ್ಯದಲ್ಲಿ 175 ಸಂಘ ಸಂಸ್ಥೆಗಳು ಖಾದಿ ಉತ್ಪಾದನೆಯಲ್ಲಿ ತೊಡಗಿಸಿಕೊಂಡಿರುವುದು ಹೆಮ್ಮೆಯ ವಿಷಯ ಎಂದರು. ಕೋಲಾರದ ಈ ವಸ್ತು ಪ್ರದರ್ಶನ ಮತ್ತು ಮಾರಾಟ ಮೇಳದ ಭಾಗವಾಗಿ ಮುಂದಿನ 3 ತಿಂಗಳುಗಳಿಗಾಗಿ ವಿವಿಧ 6 ಜಿಲ್ಲೆಗಳಲ್ಲಿ ಖಾದಿ ವಸ್ತುಪ್ರದರ್ಶನ ಮತ್ತು ಮಾರಾಟ ಮೇಳ ಆಯೋಜಿಸಲಾಗುವುದು.: [46, 1844, 411, 2162]
rowdy-body-right: ಹೆಣ್ಣೂರಿನ ಕಿರಣ್, ವಿಮಲ್, ಪ್ರಾನ್ಸಿಸ್, ಸಂತೋಷ್ ಹಾಗೂ ಸ್ಯಾಮ್ಯುಯೆಲ್ ಪೊಲೀಸರ ಬಲೆಗೆ ಬಿದ್ದಿದ್ದು, ತಲೆಮರೆಸಿಕೊಂಡಿರುವ ಪ್ರಮುಖ ಆರೋಪಿ ಜಗದೀಶ್ ಅಲಿಯಾಸ್ ಜಗ್ಗನ ಪತ್ತೆಗೆ ಪೊಲೀಸರು ಹುಡುಕಾಟ ನಡೆಸಿದ್ದಾರೆ. ಹಲಸೂರು ಕೆರೆ ಸಮೀಪ ಮಂಗಳವಾರ ರಾತ್ರಿ ರೌಡಿ ಬಿಕ್ಲು ಶಿವನ ಮೇಲೆ ಆರೋಪಿಗಳು ಮಾರಕಾಸ್ತ್ರಗಳಿಂದ ಹಲ್ಲೆ ನಡೆಸಿ ಹತ್ಯೆಗೈದಿದ್ದರು. ಈ ಕೃತ್ಯ ನಡೆದ ಕೆಲವೇ ತಾಸುಗಳಲ್ಲಿ ಐವರನ್ನು ಪೊಲೀಸರು ವಶಕ್ಕೆ ಪಡೆದು ಡ್ರಿಲ್ ನಡೆಸುತ್ತಿದ್ದಾರೆ ಎಂದು ಮೂಲಗಳು ಹೇಳಿವೆ. ಆರೋಪಿಗಳ ಜತೆ ಶಾಸಕರ ಕುಂಟುಂಬ ನಂಟು: ಉತ್ತರ ಪ್ರದೇಶದ ಪ್ರಯಾಗರಾಜ್‌ನಲ್ಲಿ ನಡೆದಿದ್ದ ಕುಂಭಮೇಳಕ್ಕೆ ರೌಡಿ ಶಿವಪ್ರಕಾಶ್ ಅಲಿಯಾಸ್ ಬಿಕ್ಲು ಶಿವ ಕೊಲೆ ಪ್ರಕರಣದ ಪ್ರಮುಖ ಆರೋಪಿ ಜತೆ ಶಾಸಕ ಭೈರತಿ ಬಸವರಾಜು ಹೋಗಿದ್ದರು ಎಂದು ಆರೋಪಿಸಲಾಗಿದೆ. ಶಾಸಕರ ಕುಂಭಮೇಳ ಪ್ರವಾಸದ ಸಂಬಂಧ ಫೋಟೋಗಳು ವೈರಲ್ ಆಗಿದ್ದು, ಇದು ಕೊಲೆ ಪ್ರಕರಣದಲ್ಲಿ ಅವರಿಗೆ ಮತ್ತಷ್ಟು ಸಂಕಷ್ಟ ತಂದಿದೆ. ಹಲವು ವರ್ಷಗಳಿಂದ ಕೊಲೆ ಪ್ರಕರಣದ ಪ್ರಮುಖ ಆರೋಪಿ ಎನ್ನಲಾದ ಹೆಣ್ಣೂರು ಜಗದೀಶ್ ಅಲಿಯಾಸ್ ಜಗ್ಗ ಜತೆ ಶಾಸಕ ಭೈರತಿ ಬಸವರಾಜು ಒಡನಾಟವಿದೆ ಎನ್ನಲಾಗಿದೆ. ಅದರ ಈ ಸ್ನೇಹವನ್ನು ಶಾಸಕರು ನಿರಾಕರಿಸಿದ್ದಾರೆ. ಅದರೆ ಕುಂಭಮೇಳದಲ್ಲಿ ಆರೋಪಿ ಜತೆ ಶಾಸಕ ಭೈರತಿ ಬಸವರಾಜು ಹಾಗೂ ಅವರ ಬೆಂಬಲಿಗ ಬಿಜೆಪಿ ಮಾಜಿ ಸದಸ್ಯರು ಪಾಲ್ಗೊಂಡಿದ್ದ ಫೋಟೋಗಳು ಭಾರಿ ಚರ್ಚೆಗೆ: [789, 1064, 1077, 1400]
truck-wheel: [818, 381, 864, 428]
logo-tagline: ಜನರ ನಂಬಿಕೆಯ ದಿನಪತ್ರಿಕೆ: [842, 62, 901, 70]
logo: [691, 46, 959, 127]
logo-figure-icon: [807, 53, 834, 124]
barricade: [589, 752, 744, 829]
khadi-body-under-photo: ಖಾದಿ ಮತ್ತು ಗ್ರಾಮೋದ್ಯೋಗ ಮಂಡಳಿಯ ಅಧ್ಯಕ್ಷರು ಮತ್ತು ಕಾರ್ಯನಿರ್ವಾಹಕ ಅಧಿಕಾರಿಗಳು ಇಂದಿನ ಸ್ಪರ್ಧಾತ್ಮಕ ಯುಗದಲ್ಲಿ ಖಾದಿ ಬಟ್ಟೆಯ ಗುಣಮಟ್ಟ ಕಾಪಾಡುವುದರೊಂದಿಗೆ ಪರಿಣಾಮಕಾರಿ ಮಾರುಕಟ್ಟೆ ವ್ಯವಸ್ಥೆ ಒದಗಿಸಬೇಕು. ಮಾರುಕಟ್ಟೆಯಲ್ಲಿ ಖಾದಿ ಬಟ್ಟೆಗಳಿಗೆ ಹೆಚ್ಚು ಬೇಡಿಕೆ ಬರುವ ರೀತಿಯಲ್ಲಿ ಸರ್ಕಾರ ಉತ್ತೇಜನ ನೀಡಲಾಗುತ್ತದೆ ಎಂದು ತಿಳಿಸಿದರು. ಕರ್ನಾಟಕ ರಾಜ್ಯ ಖಾದಿ ಮತ್ತು ಗ್ರಾಮೋದ್ಯೋಗ ಮಂಡಳಿ ಅಧ್ಯಕ್ಷ ಡಾ.ಬಸನಗೌಡ ತುರುವಿಹಾಳ ಮಾತನಾಡಿ, ನಮ್ಮ ಮಂಡಳಿ ಸ್ಥಾಪನೆಯಾಗಿ ಸುಮಾರು: [418, 2225, 1139, 2294]
date-block: [1189, 46, 1427, 127]
rowdy-sidebar-title: ದಿನವಿಡೀ ಮನೆ ಮುಂದೆ ಹೊಂಚು ಹಾಕಿ ಹತ್ಯೆ: [527, 1090, 756, 1152]
dignitary: [496, 1953, 589, 2216]
